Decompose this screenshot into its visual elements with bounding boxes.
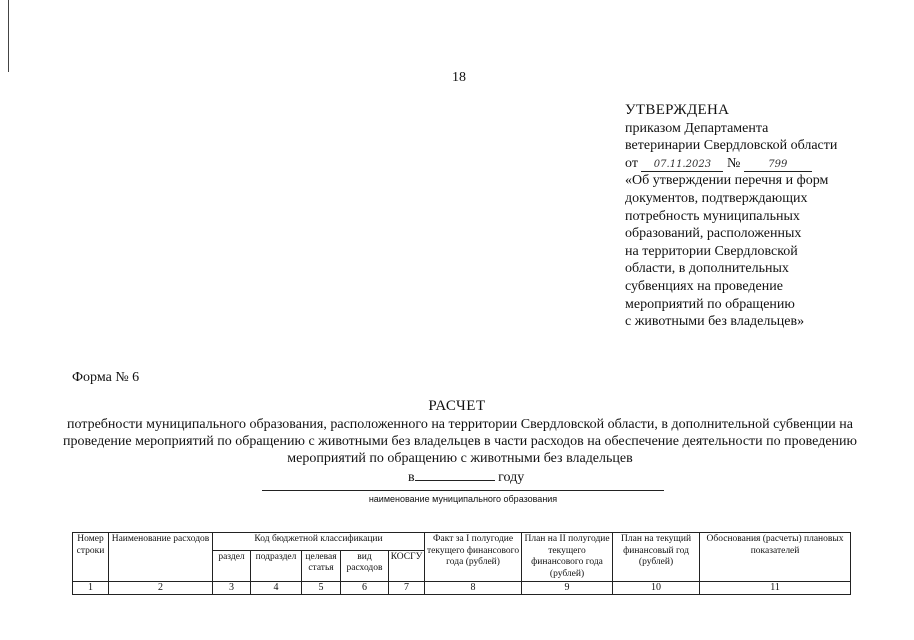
header-plan-half: План на II полугодие текущего финансового года (рублей)	[522, 533, 613, 582]
header-justification: Обоснования (расчеты) плановых показателей	[700, 533, 851, 582]
number-prefix: №	[726, 155, 741, 171]
column-number: 10	[613, 582, 700, 595]
approval-subject-line: документов, подтверждающих	[625, 190, 808, 206]
column-number: 5	[302, 582, 341, 595]
subheader-expense-type: вид расходов	[341, 550, 389, 581]
subheader-kosgu: КОСГУ	[389, 550, 425, 581]
subheader-target-article: целевая статья	[302, 550, 341, 581]
page-number: 18	[452, 70, 466, 85]
approval-subject-line: потребность муниципальных	[625, 208, 800, 224]
column-number: 11	[700, 582, 851, 595]
approval-subject-line: с животными без владельцев»	[625, 314, 805, 330]
approval-subject-line: мероприятий по обращению	[625, 296, 795, 312]
column-number: 9	[522, 582, 613, 595]
municipality-caption: наименование муниципального образования	[368, 494, 558, 504]
approval-block	[625, 102, 910, 331]
budget-table	[72, 532, 851, 595]
year-line	[408, 467, 524, 486]
approval-subject-line: области, в дополнительных	[625, 261, 789, 277]
subheader-section: раздел	[213, 550, 251, 581]
page-edge-line	[8, 0, 9, 72]
approval-title: УТВЕРЖДЕНА	[625, 102, 730, 118]
approval-subject-line: «Об утверждении перечня и форм	[625, 173, 829, 189]
approval-line: ветеринарии Свердловской области	[625, 138, 838, 154]
approval-date-number-line	[625, 155, 910, 173]
municipality-name-line	[262, 490, 664, 491]
year-blank-field	[415, 467, 495, 481]
document-title: РАСЧЕТ	[428, 398, 486, 414]
form-label: Форма № 6	[72, 370, 140, 385]
header-expenses: Наименование расходов	[109, 533, 213, 582]
column-number: 4	[251, 582, 302, 595]
subheader-subsection: подраздел	[251, 550, 302, 581]
year-suffix: году	[494, 470, 525, 485]
header-plan-year: План на текущий финансовый год (рублей)	[613, 533, 700, 582]
header-fact: Факт за I полугодие текущего финансового года (рублей)	[425, 533, 522, 582]
column-number: 1	[73, 582, 109, 595]
column-number: 7	[389, 582, 425, 595]
column-number: 2	[109, 582, 213, 595]
approval-line: приказом Департамента	[625, 120, 769, 136]
approval-subject-line: субвенциях на проведение	[625, 278, 783, 294]
column-number: 8	[425, 582, 522, 595]
header-budget-code: Код бюджетной классификации	[213, 533, 425, 551]
document-subtitle: потребности муниципального образования, расположенного на территории Свердловской области, в дополнительной субвенции на проведение мероприятий по обращению с животными без владельцев в части расходов на обеспечение деятельности по проведению мероприятий по обращению с животными без владельцев	[63, 417, 857, 466]
approval-subject-line: на территории Свердловской	[625, 243, 798, 259]
date-prefix: от	[625, 155, 638, 171]
header-row-number: Номер строки	[73, 533, 109, 582]
column-number: 3	[213, 582, 251, 595]
approval-number-handwritten: 799	[744, 158, 812, 172]
column-number: 6	[341, 582, 389, 595]
approval-subject-line: образований, расположенных	[625, 226, 802, 242]
approval-date-handwritten: 07.11.2023	[641, 158, 723, 172]
year-prefix: в	[408, 470, 415, 485]
